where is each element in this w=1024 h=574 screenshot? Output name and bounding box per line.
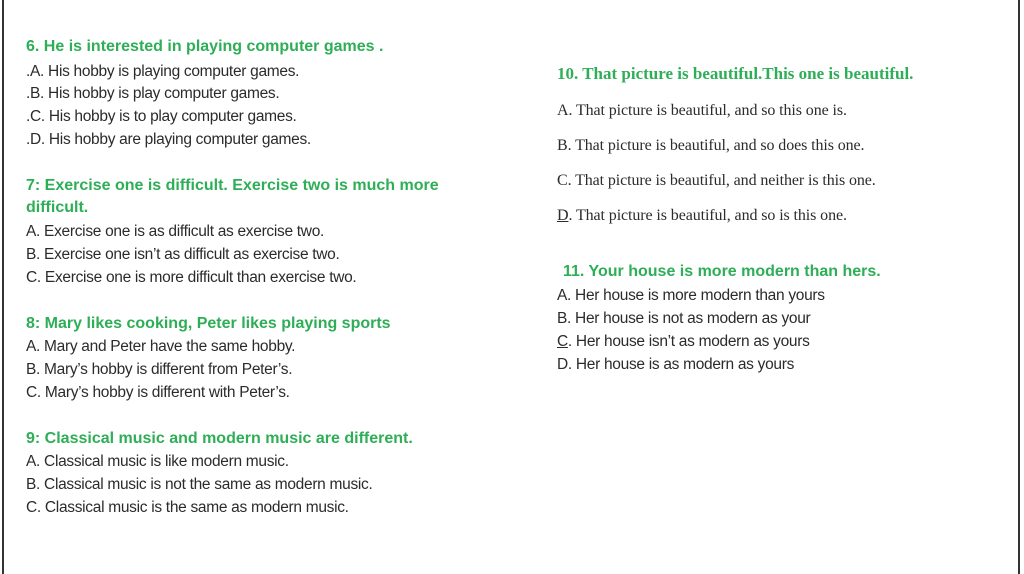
question-11-option-b: B. Her house is not as modern as your — [557, 310, 811, 327]
question-6-option-d: .D. His hobby are playing computer games. — [26, 131, 311, 148]
question-11-option-c-text: . Her house isn’t as modern as yours — [567, 333, 810, 350]
question-6-option-b: .B. His hobby is play computer games. — [26, 85, 280, 102]
question-9-title: 9: Classical music and modern music are different. — [26, 430, 413, 447]
question-11-title: 11. Your house is more modern than hers. — [563, 263, 881, 280]
question-8-title: 8: Mary likes cooking, Peter likes playing sports — [26, 315, 391, 332]
question-8-option-b: B. Mary’s hobby is different from Peter’s. — [26, 361, 293, 378]
question-6-option-a: .A. His hobby is playing computer games. — [26, 63, 300, 80]
question-7-option-c: C. Exercise one is more difficult than exercise two. — [26, 269, 357, 286]
question-10-title: 10. That picture is beautiful.This one is beautiful. — [557, 64, 914, 83]
question-11-option-a: A. Her house is more modern than yours — [557, 287, 825, 304]
question-11-option-d: D. Her house is as modern as yours — [557, 356, 795, 373]
question-9-option-b: B. Classical music is not the same as modern music. — [26, 476, 373, 493]
question-10-option-b: B. That picture is beautiful, and so does this one. — [557, 137, 865, 154]
question-7-title-line1: 7: Exercise one is difficult. Exercise two is much more — [26, 177, 439, 194]
question-11-option-c — [557, 331, 810, 353]
question-8-option-c: C. Mary’s hobby is different with Peter’s. — [26, 384, 290, 401]
question-9-option-c: C. Classical music is the same as modern music. — [26, 499, 349, 516]
question-11-option-c-letter: C — [557, 333, 568, 350]
question-8-option-a: A. Mary and Peter have the same hobby. — [26, 338, 296, 355]
question-7-title-line2: difficult. — [26, 199, 89, 216]
question-10-option-d-text: . That picture is beautiful, and so is this one. — [568, 207, 847, 224]
question-10-option-a: A. That picture is beautiful, and so this one is. — [557, 102, 847, 119]
question-7-option-b: B. Exercise one isn’t as difficult as exercise two. — [26, 246, 340, 263]
question-10-option-d — [557, 205, 847, 227]
question-9-option-a: A. Classical music is like modern music. — [26, 453, 289, 470]
question-6-title: 6. He is interested in playing computer games . — [26, 38, 384, 55]
question-10-option-d-letter: D — [557, 207, 569, 224]
question-6-option-c: .C. His hobby is to play computer games. — [26, 108, 297, 125]
question-7-option-a: A. Exercise one is as difficult as exercise two. — [26, 223, 325, 240]
question-10-option-c: C. That picture is beautiful, and neither is this one. — [557, 172, 876, 189]
